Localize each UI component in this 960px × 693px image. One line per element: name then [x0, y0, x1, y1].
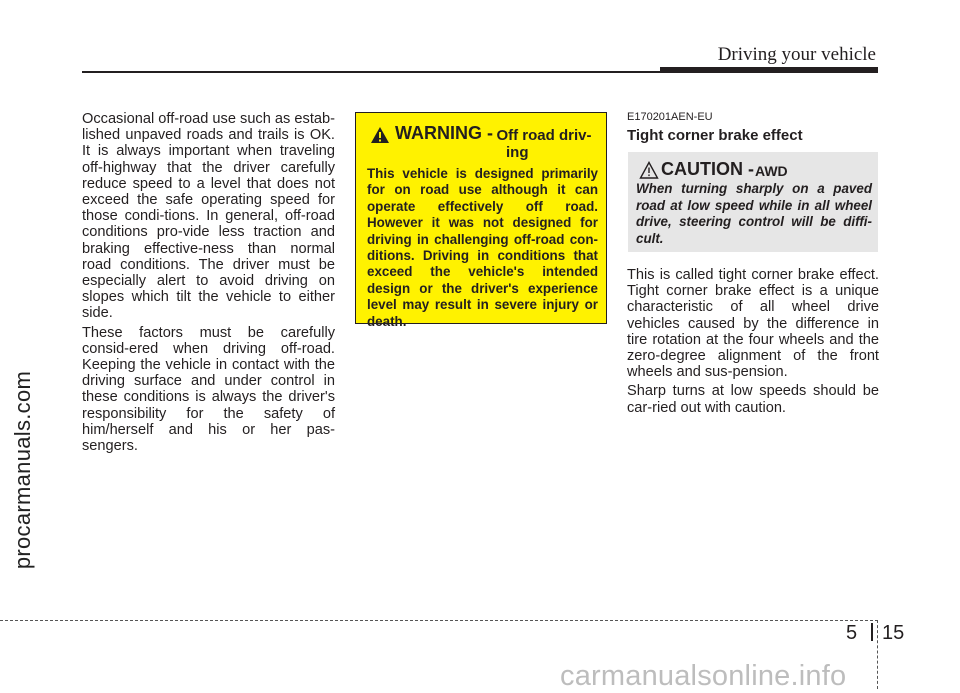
page-number-separator [871, 623, 873, 641]
page-number: 15 [882, 622, 905, 644]
header-rule [82, 71, 662, 73]
caution-box [628, 152, 878, 252]
caution-label: CAUTION - [661, 159, 754, 179]
footer-divider [877, 620, 878, 689]
warning-box [355, 112, 607, 329]
paragraph: This is called tight corner brake effect. Tight corner brake effect is a unique characteristic of all wheel drive vehicles caused by the difference in tire rotation at the four wheels and the zero-degree alignment of the front wheels and sus-pension. [627, 267, 879, 381]
section-code: E170201AEN-EU [627, 111, 713, 123]
warning-title-line2: ing [506, 144, 529, 161]
warning-title [489, 127, 599, 161]
caution-subject: AWD [755, 163, 788, 179]
warning-triangle-icon [370, 126, 390, 144]
page-header-title: Driving your vehicle [717, 44, 876, 65]
caution-triangle-icon [639, 161, 659, 179]
paragraph: These factors must be carefully consid-ered when driving off-road. Keeping the vehicle in contact with the driving surface and under control in these conditions is always the driver's responsibility for the safety of him/herself and his or her pas-sengers. [82, 324, 335, 455]
chapter-number: 5 [846, 622, 858, 644]
paragraph: Sharp turns at low speeds should be car-ried out with caution. [627, 383, 879, 416]
right-column [627, 267, 879, 419]
bottom-watermark: carmanualsonline.info [560, 660, 847, 692]
header-rule-accent [660, 67, 878, 73]
left-column [82, 111, 335, 457]
section-heading: Tight corner brake effect [627, 127, 803, 144]
warning-body: This vehicle is designed primarily for on road use although it can operate effectively off road. However it was not designed for driving in challenging off-road con-ditions. Driving in conditions that exceed the vehicle's intended design or the driver's experience level may result in severe injury or death. [367, 166, 598, 329]
caution-body: When turning sharply on a paved road at low speed while in all wheel drive, steering control will be diffi-cult. [636, 181, 872, 246]
warning-title-line1: Off road driv- [496, 127, 592, 144]
side-watermark-text: procarmanuals.com [10, 370, 35, 570]
side-watermark [6, 370, 42, 570]
footer-rule [0, 620, 878, 621]
warning-label: WARNING - [395, 123, 493, 143]
paragraph: Occasional off-road use such as estab-lished unpaved roads and trails is OK. It is always important when traveling off-highway that the driver carefully reduce speed to a level that does not exceed the safe operating speed for those condi-tions. In general, off-road conditions pro-vide less traction and braking effective-ness than normal road conditions. The driver must be especially alert to avoid driving on slopes which tilt the vehicle to either side. [82, 111, 335, 322]
